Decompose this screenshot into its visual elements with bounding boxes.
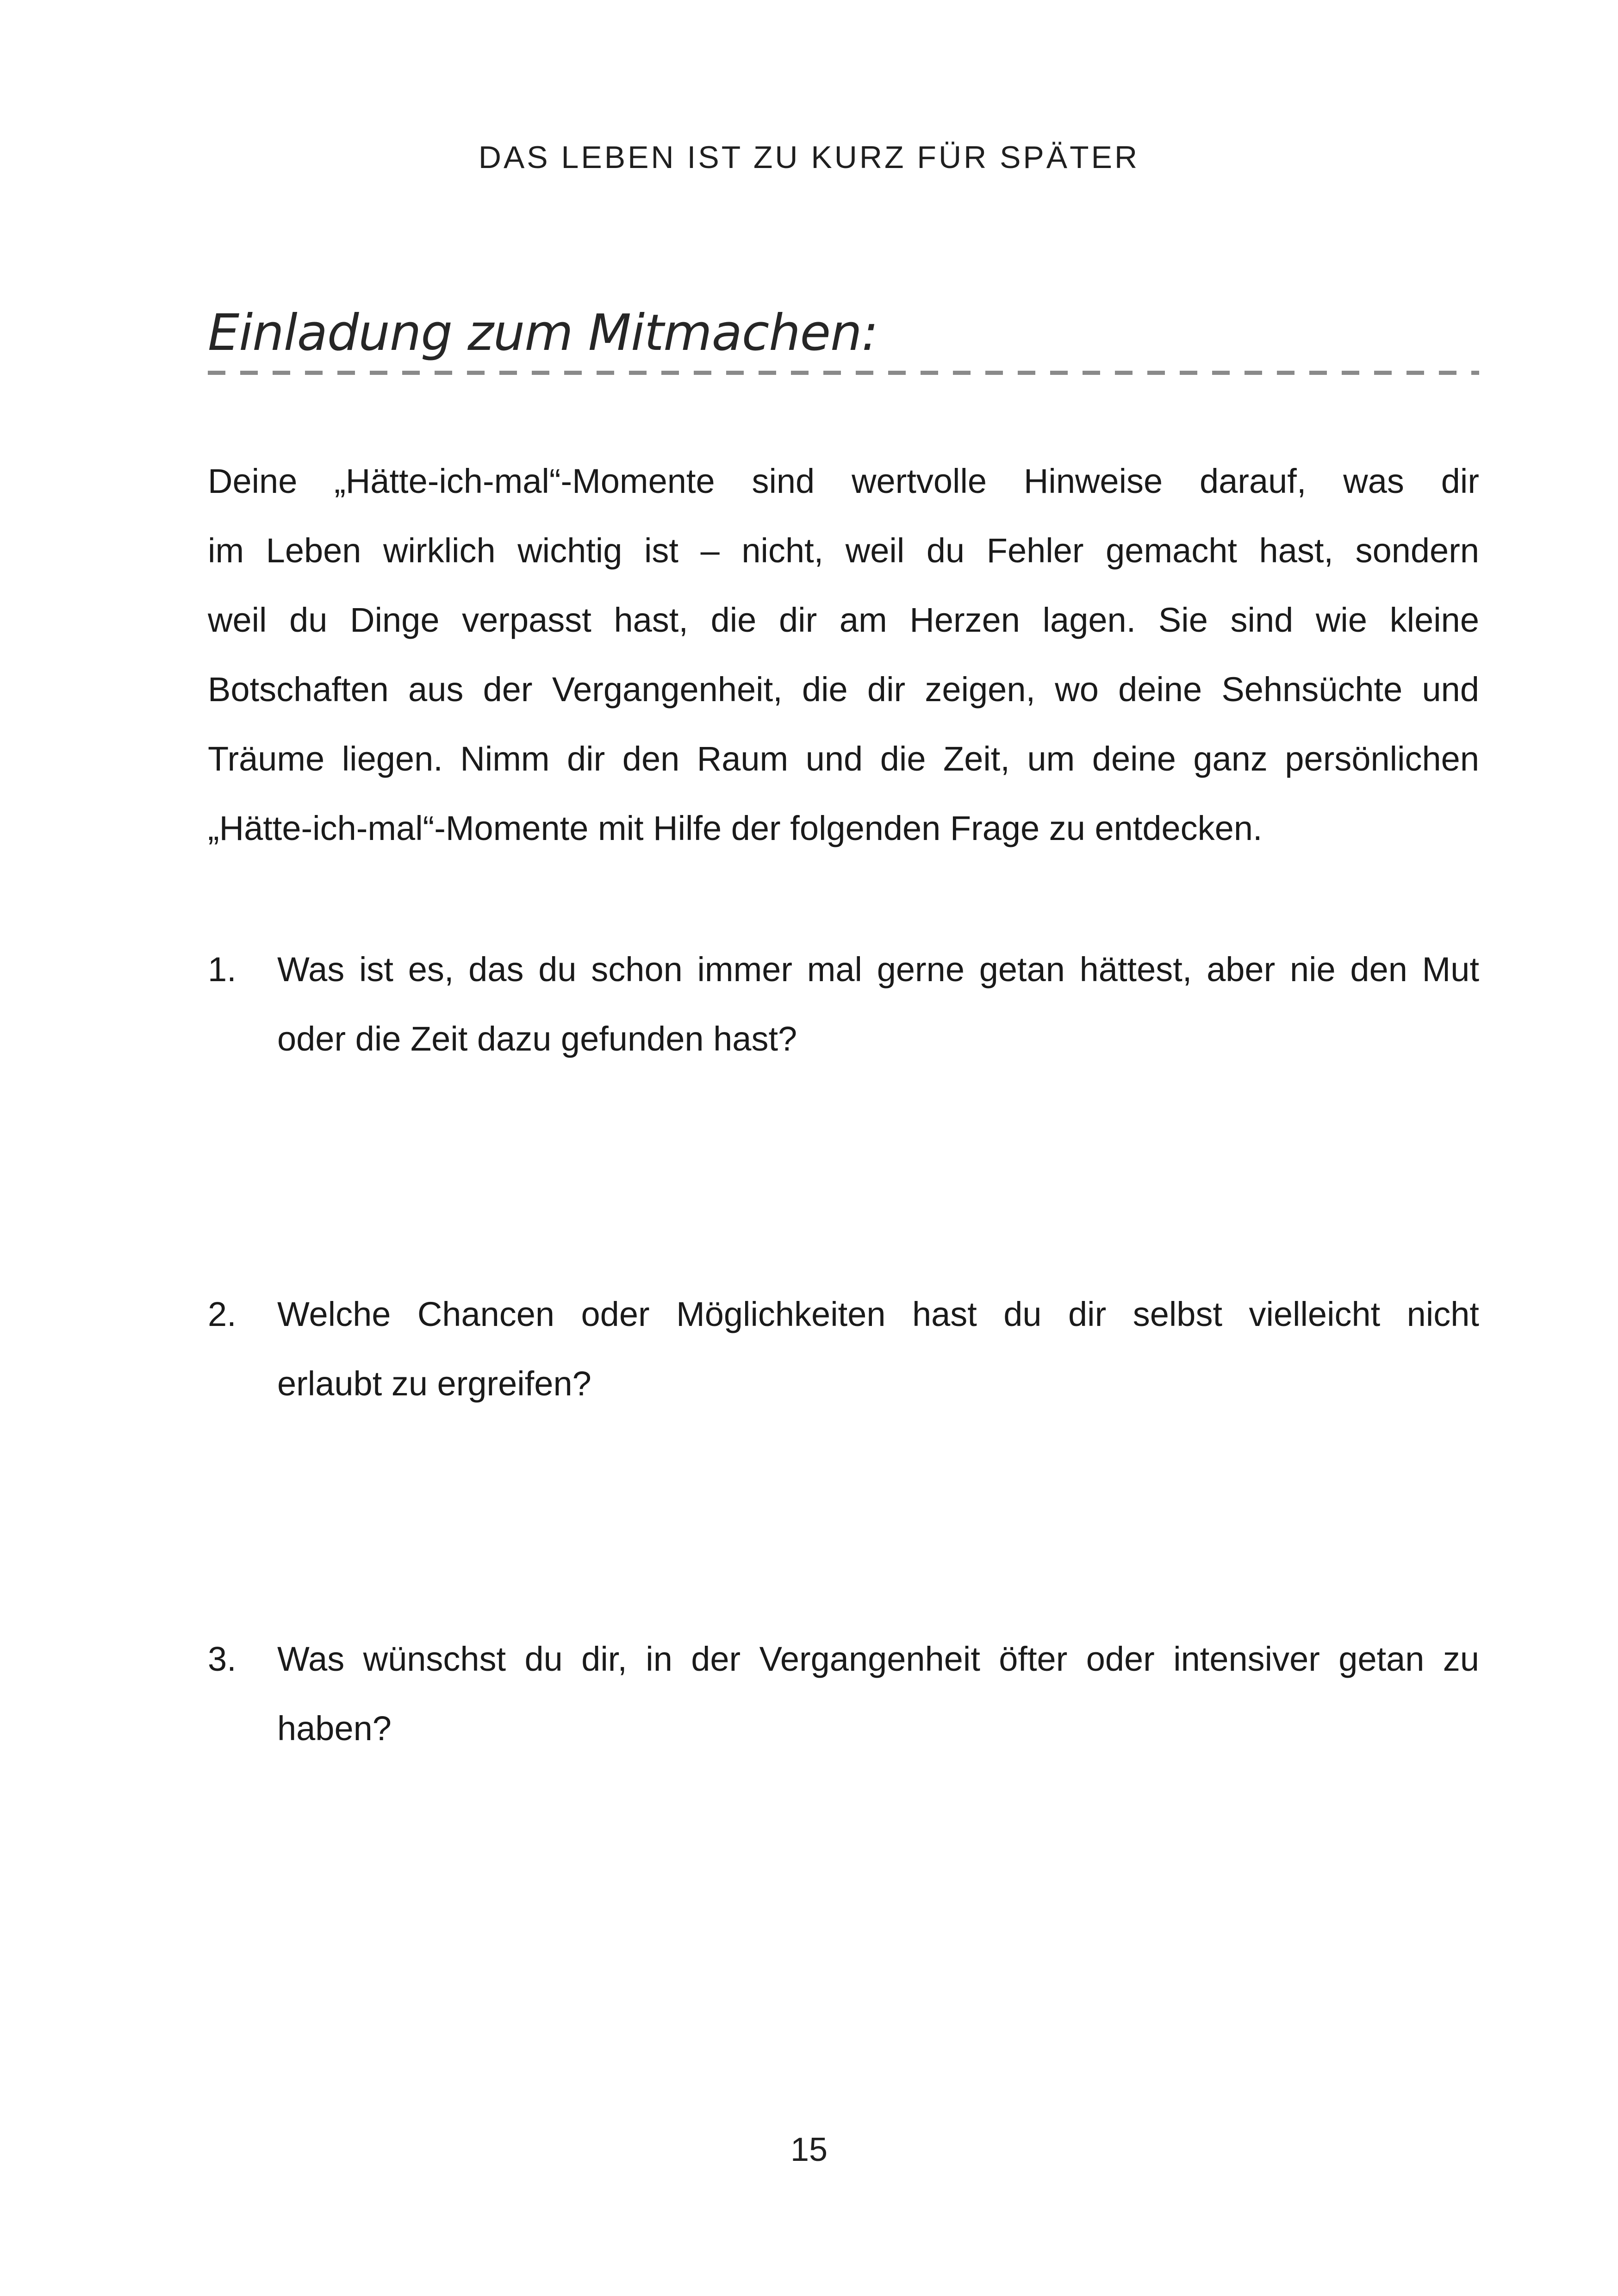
question-line: haben? <box>277 1709 392 1748</box>
intro-line: im Leben wirklich wichtig ist – nicht, weil du Fehler gemacht hast, sondern <box>208 531 1479 570</box>
question-number: 3. <box>208 1640 236 1678</box>
question-number: 2. <box>208 1295 236 1333</box>
question-number: 1. <box>208 950 236 989</box>
page-number: 15 <box>790 2131 828 2168</box>
question-3 <box>208 1624 1479 1773</box>
question-line: oder die Zeit dazu gefunden hast? <box>277 1020 797 1058</box>
intro-line: weil du Dinge verpasst hast, die dir am Herzen lagen. Sie sind wie kleine <box>208 601 1479 639</box>
question-text <box>277 1280 1479 1419</box>
question-line: erlaubt zu ergreifen? <box>277 1364 591 1403</box>
question-line: Welche Chancen oder Möglichkeiten hast du dir selbst vielleicht nicht <box>277 1295 1479 1333</box>
intro-paragraph <box>208 447 1479 863</box>
intro-line: Deine „Hätte-ich-mal“-Momente sind wertvolle Hinweise darauf, was dir <box>208 462 1479 500</box>
intro-line: Träume liegen. Nimm dir den Raum und die Zeit, um deine ganz persönlichen <box>208 740 1479 778</box>
question-line: Was wünschst du dir, in der Vergangenheit öfter oder intensiver getan zu <box>277 1640 1479 1678</box>
intro-line: „Hätte-ich-mal“-Momente mit Hilfe der folgenden Frage zu entdecken. <box>208 809 1263 847</box>
question-1 <box>208 935 1479 1083</box>
question-text <box>277 1624 1479 1763</box>
question-2 <box>208 1280 1479 1428</box>
title-dashed-rule <box>208 371 1479 375</box>
running-head: DAS LEBEN IST ZU KURZ FÜR SPÄTER <box>478 140 1140 175</box>
question-line: Was ist es, das du schon immer mal gerne getan hättest, aber nie den Mut <box>277 950 1479 989</box>
question-text <box>277 935 1479 1074</box>
intro-line: Botschaften aus der Vergangenheit, die dir zeigen, wo deine Sehnsüchte und <box>208 670 1479 709</box>
section-title: Einladung zum Mitmachen: <box>208 304 878 362</box>
